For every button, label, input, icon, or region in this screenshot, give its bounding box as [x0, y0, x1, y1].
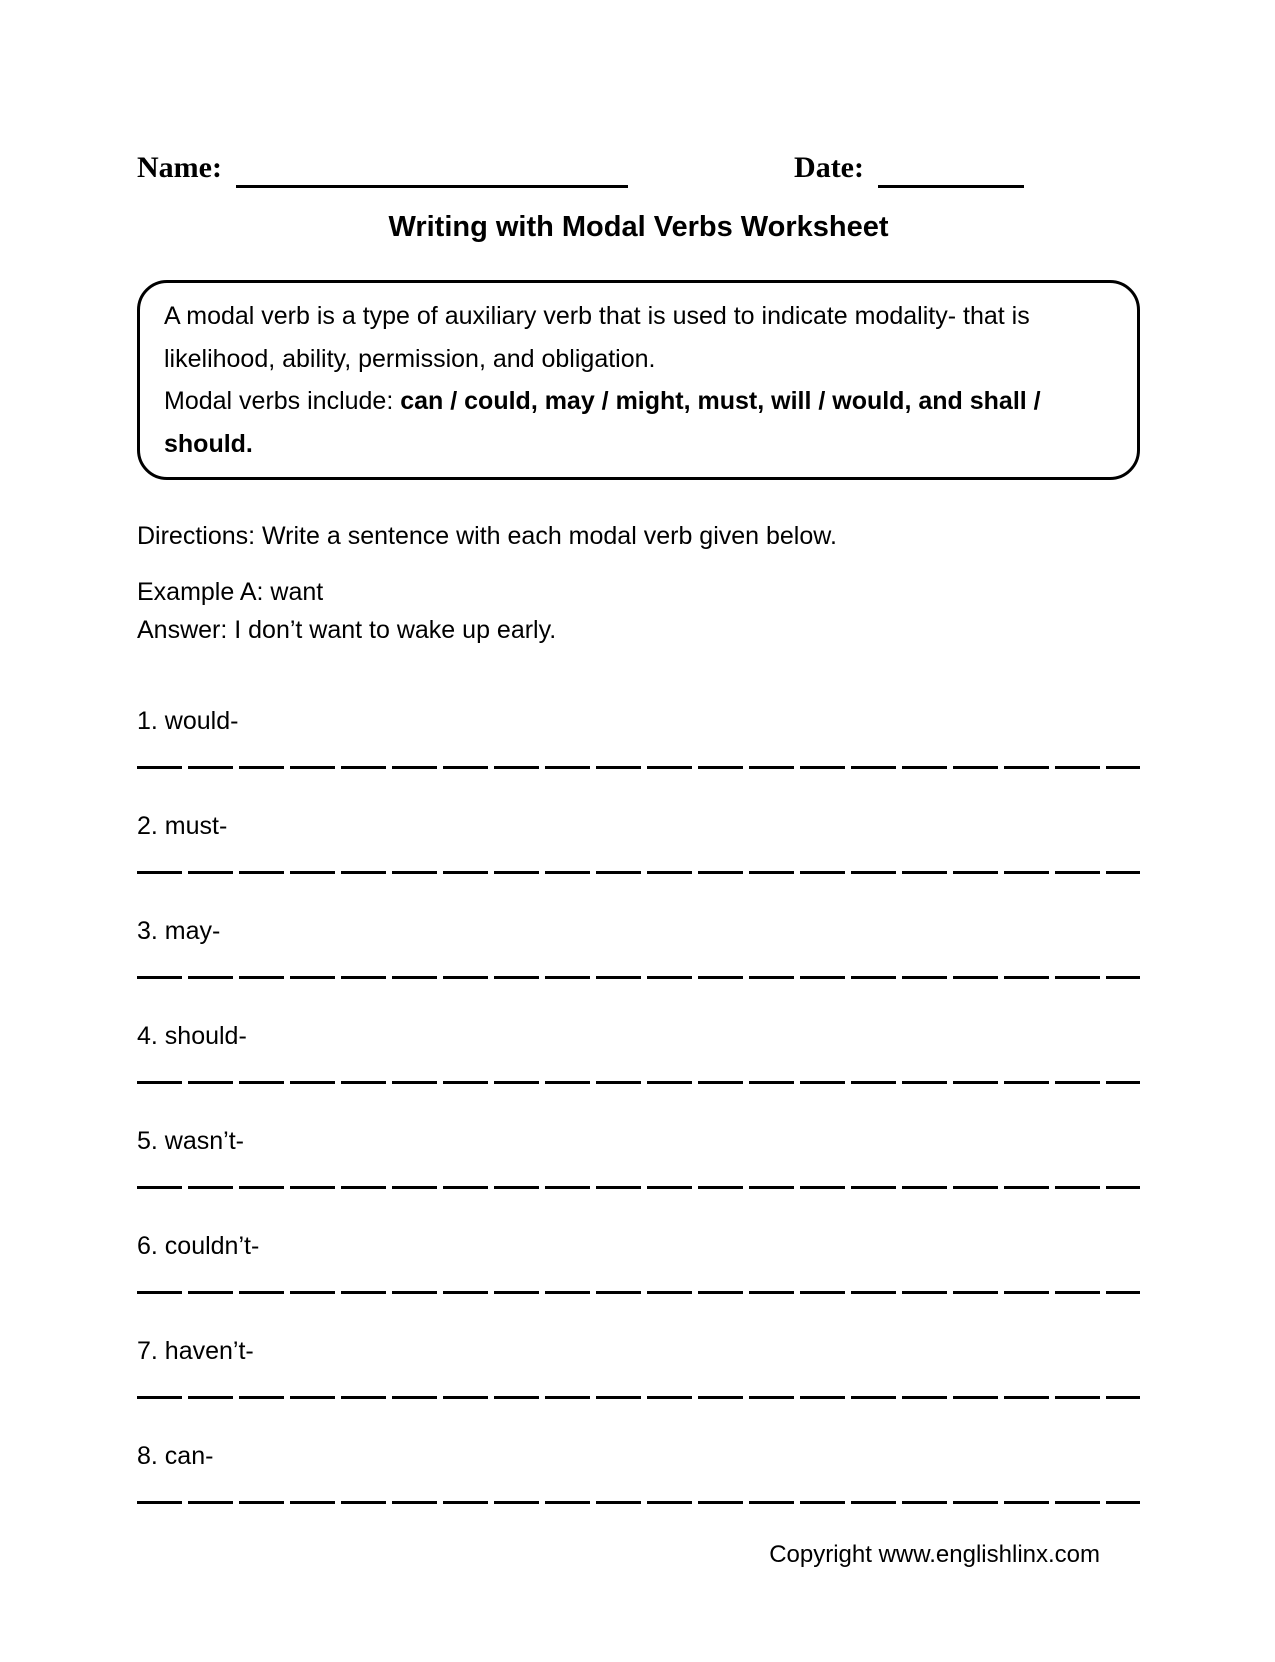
item-label-8: 8. can- — [137, 1442, 214, 1470]
answer-line-4[interactable] — [137, 1081, 1140, 1084]
date-label: Date: — [794, 151, 864, 184]
example-prompt: Example A: want — [137, 578, 324, 606]
item-label-2: 2. must- — [137, 812, 228, 840]
name-field — [137, 148, 628, 188]
name-label: Name: — [137, 151, 222, 184]
definition-box — [137, 280, 1140, 480]
name-input-line[interactable] — [236, 154, 628, 188]
item-label-4: 4. should- — [137, 1022, 247, 1050]
directions-text: Directions: Write a sentence with each modal verb given below. — [137, 522, 837, 550]
example-answer: Answer: I don’t want to wake up early. — [137, 616, 557, 644]
item-label-1: 1. would- — [137, 707, 239, 735]
definition-text: A modal verb is a type of auxiliary verb that is used to indicate modality- that is likelihood, ability, permission, and obligation. — [164, 302, 1030, 373]
question-list — [137, 704, 1140, 1504]
item-label-7: 7. haven’t- — [137, 1337, 254, 1365]
date-input-line[interactable] — [878, 154, 1024, 188]
item-label-6: 6. couldn’t- — [137, 1232, 260, 1260]
answer-line-1[interactable] — [137, 766, 1140, 769]
item-label-5: 5. wasn’t- — [137, 1127, 244, 1155]
answer-line-6[interactable] — [137, 1291, 1140, 1294]
answer-line-8[interactable] — [137, 1501, 1140, 1504]
answer-line-7[interactable] — [137, 1396, 1140, 1399]
date-field — [794, 148, 1024, 188]
answer-line-3[interactable] — [137, 976, 1140, 979]
copyright-text: Copyright www.englishlinx.com — [769, 1541, 1100, 1568]
modal-verbs-list-prefix: Modal verbs include: — [164, 387, 401, 415]
answer-line-5[interactable] — [137, 1186, 1140, 1189]
modal-verbs-list-bold: can / could, may / might, must, will / would, and shall / should. — [164, 387, 1041, 458]
answer-line-2[interactable] — [137, 871, 1140, 874]
item-label-3: 3. may- — [137, 917, 221, 945]
header — [137, 148, 1140, 188]
modal-verbs-list — [164, 380, 1113, 465]
page-title: Writing with Modal Verbs Worksheet — [388, 211, 889, 243]
